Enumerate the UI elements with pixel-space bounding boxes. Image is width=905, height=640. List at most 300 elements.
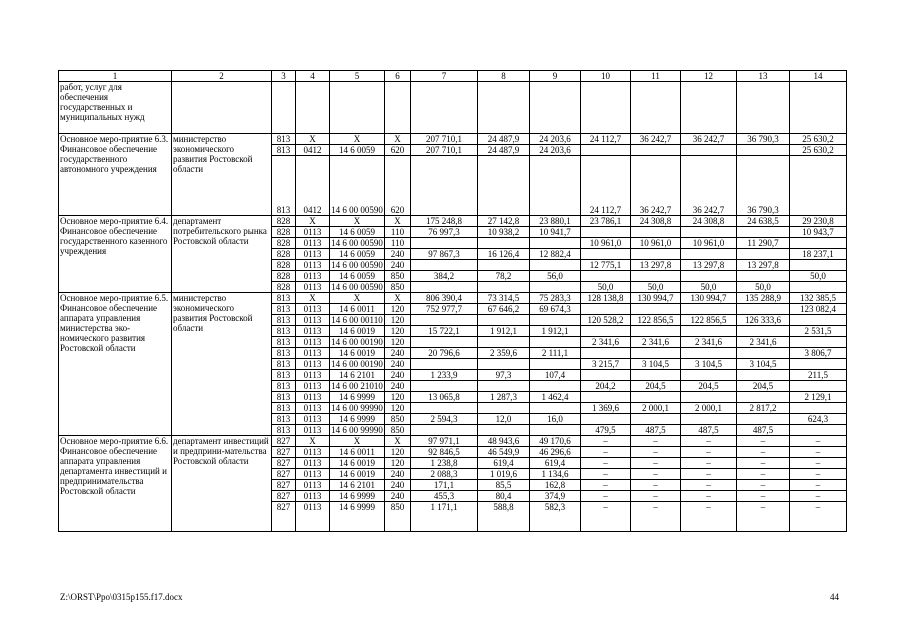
empty-cell (530, 82, 581, 134)
amount-cell (411, 282, 478, 293)
gov-code-cell: 813 (272, 359, 296, 370)
target-article-cell: 14 6 0059 (330, 145, 385, 156)
amount-cell: 36 242,7 (631, 134, 681, 145)
expense-type-cell: 120 (385, 447, 411, 458)
amount-cell (681, 326, 737, 337)
gov-code-cell: 813 (272, 403, 296, 414)
column-header: 5 (330, 71, 385, 82)
amount-cell: 162,8 (530, 480, 581, 491)
amount-cell: 12 882,4 (530, 249, 581, 260)
amount-cell (631, 392, 681, 403)
table-row (59, 293, 847, 304)
amount-cell (411, 359, 478, 370)
amount-cell: 2 129,1 (790, 392, 847, 403)
table-row (59, 436, 847, 447)
gov-code-cell: 813 (272, 370, 296, 381)
amount-cell: 2 341,6 (681, 337, 737, 348)
amount-cell: 50,0 (681, 282, 737, 293)
expense-type-cell: X (385, 216, 411, 227)
amount-cell: – (581, 469, 631, 480)
continuation-row (59, 82, 847, 134)
amount-cell: – (681, 480, 737, 491)
empty-cell (737, 82, 790, 134)
empty-cell (581, 82, 631, 134)
amount-cell: 1 019,6 (478, 469, 530, 480)
amount-cell: 23 880,1 (530, 216, 581, 227)
amount-cell (411, 337, 478, 348)
amount-cell: 92 846,5 (411, 447, 478, 458)
amount-cell: 36 242,7 (681, 156, 737, 216)
amount-cell: 135 288,9 (737, 293, 790, 304)
gov-code-cell: 827 (272, 458, 296, 469)
section-code-cell: 0113 (296, 238, 330, 249)
target-article-cell: 14 6 0019 (330, 326, 385, 337)
column-header: 12 (681, 71, 737, 82)
amount-cell (790, 337, 847, 348)
gov-code-cell: 828 (272, 249, 296, 260)
amount-cell: 455,3 (411, 491, 478, 502)
amount-cell: – (790, 436, 847, 447)
amount-cell (478, 282, 530, 293)
amount-cell (790, 260, 847, 271)
amount-cell: 619,4 (530, 458, 581, 469)
expense-type-cell: 620 (385, 145, 411, 156)
expense-type-cell: X (385, 436, 411, 447)
column-header: 8 (478, 71, 530, 82)
section-code-cell: 0113 (296, 469, 330, 480)
activity-name: Основное меро-приятие 6.5. Финансовое обеспечение аппарата управления министерства эко-номического развития Ростовской области (59, 293, 172, 436)
target-article-cell: 14 6 9999 (330, 491, 385, 502)
amount-cell (631, 304, 681, 315)
amount-cell: 3 104,5 (681, 359, 737, 370)
amount-cell: – (790, 447, 847, 458)
amount-cell (530, 156, 581, 216)
amount-cell: 46 549,9 (478, 447, 530, 458)
amount-cell: 132 385,5 (790, 293, 847, 304)
amount-cell (737, 249, 790, 260)
responsible-org: министерство экономического развития Ростовской области (172, 293, 272, 436)
amount-cell: 36 790,3 (737, 156, 790, 216)
expense-type-cell: 120 (385, 315, 411, 326)
gov-code-cell: 813 (272, 293, 296, 304)
target-article-cell: 14 6 00 00190 (331, 359, 383, 369)
amount-cell: 97 971,1 (411, 436, 478, 447)
amount-cell: – (631, 491, 681, 502)
section-code-cell: X (296, 216, 330, 227)
gov-code-cell: 828 (272, 282, 296, 293)
expense-type-cell: 240 (385, 249, 411, 260)
budget-table (58, 70, 847, 532)
gov-code-cell: 813 (272, 414, 296, 425)
amount-cell: 49 170,6 (530, 436, 581, 447)
amount-cell: 204,5 (737, 381, 790, 392)
amount-cell: 2 111,1 (530, 348, 581, 359)
section-code-cell: 0412 (296, 156, 330, 216)
amount-cell: 50,0 (790, 271, 847, 282)
section-code-cell: 0113 (296, 227, 330, 238)
amount-cell: 126 333,6 (737, 315, 790, 326)
amount-cell: – (737, 480, 790, 491)
amount-cell: 97,3 (478, 370, 530, 381)
amount-cell: 1 233,9 (411, 370, 478, 381)
column-header: 13 (737, 71, 790, 82)
empty-cell (478, 82, 530, 134)
amount-cell: – (631, 436, 681, 447)
section-code-cell: 0113 (296, 326, 330, 337)
expense-type-cell: 850 (385, 282, 411, 293)
amount-cell: – (737, 436, 790, 447)
amount-cell: – (631, 469, 681, 480)
amount-cell: 36 242,7 (681, 134, 737, 145)
amount-cell: 2 088,3 (411, 469, 478, 480)
amount-cell: – (631, 502, 681, 532)
empty-cell (790, 82, 847, 134)
expense-type-cell: 240 (385, 260, 411, 271)
amount-cell (478, 238, 530, 249)
target-article-cell: 14 6 2101 (330, 370, 385, 381)
amount-cell: 85,5 (478, 480, 530, 491)
target-article-cell: 14 6 0059 (330, 249, 385, 260)
amount-cell: 24 487,9 (478, 145, 530, 156)
amount-cell: 12 775,1 (581, 260, 631, 271)
amount-cell (737, 304, 790, 315)
target-article-cell: 14 6 9999 (330, 502, 385, 532)
gov-code-cell: 827 (272, 447, 296, 458)
target-article-cell: 14 6 0019 (330, 458, 385, 469)
responsible-org: департамент инвестиций и предприни-мательства Ростовской области (172, 436, 272, 532)
amount-cell (581, 145, 631, 156)
column-header: 2 (172, 71, 272, 82)
column-header: 9 (530, 71, 581, 82)
empty-cell (385, 82, 411, 134)
expense-type-cell: 110 (385, 238, 411, 249)
amount-cell: – (790, 480, 847, 491)
amount-cell: 204,5 (631, 381, 681, 392)
amount-cell (530, 315, 581, 326)
amount-cell: – (581, 436, 631, 447)
section-code-cell: 0113 (296, 359, 330, 370)
amount-cell: 1 369,6 (581, 403, 631, 414)
amount-cell: 24 487,9 (478, 134, 530, 145)
amount-cell: – (737, 491, 790, 502)
amount-cell: 3 215,7 (581, 359, 631, 370)
continuation-text: работ, услуг для обеспечения государственных и муниципальных нужд (59, 82, 172, 134)
section-code-cell: 0113 (296, 271, 330, 282)
amount-cell: 13 297,8 (737, 260, 790, 271)
target-article-cell: X (330, 134, 385, 145)
amount-cell: 128 138,8 (581, 293, 631, 304)
amount-cell (681, 414, 737, 425)
amount-cell (631, 249, 681, 260)
gov-code-cell: 828 (272, 271, 296, 282)
amount-cell: 10 961,0 (681, 238, 737, 249)
target-article-cell: 14 6 00 99990 (331, 403, 383, 413)
section-code-cell: 0113 (296, 491, 330, 502)
amount-cell: 56,0 (530, 271, 581, 282)
amount-cell: – (581, 458, 631, 469)
amount-cell: 487,5 (681, 425, 737, 436)
amount-cell: 80,4 (478, 491, 530, 502)
gov-code-cell: 813 (272, 156, 296, 216)
section-code-cell: 0113 (296, 260, 330, 271)
amount-cell (478, 156, 530, 216)
section-code-cell: 0113 (296, 414, 330, 425)
expense-type-cell: X (385, 134, 411, 145)
section-code-cell: X (296, 436, 330, 447)
amount-cell: 27 142,8 (478, 216, 530, 227)
gov-code-cell: 813 (272, 381, 296, 392)
amount-cell (737, 145, 790, 156)
amount-cell (581, 392, 631, 403)
section-code-cell: 0113 (296, 447, 330, 458)
target-article-cell: X (330, 293, 385, 304)
amount-cell: 1 171,1 (411, 502, 478, 532)
amount-cell: 2 594,3 (411, 414, 478, 425)
amount-cell (790, 282, 847, 293)
empty-cell (411, 82, 478, 134)
amount-cell: 24 308,8 (681, 216, 737, 227)
amount-cell: – (790, 502, 847, 532)
amount-cell: 10 941,7 (530, 227, 581, 238)
amount-cell: 752 977,7 (411, 304, 478, 315)
amount-cell (478, 425, 530, 436)
expense-type-cell: 120 (385, 326, 411, 337)
column-header: 1 (59, 71, 172, 82)
amount-cell: 120 528,2 (581, 315, 631, 326)
amount-cell: 130 994,7 (631, 293, 681, 304)
amount-cell (737, 348, 790, 359)
amount-cell (681, 249, 737, 260)
amount-cell: – (631, 480, 681, 491)
amount-cell: 582,3 (530, 502, 581, 532)
section-code-cell: 0113 (296, 458, 330, 469)
target-article-cell: 14 6 00 00190 (331, 337, 383, 347)
section-code-cell: 0113 (296, 337, 330, 348)
amount-cell: – (631, 447, 681, 458)
amount-cell: – (681, 491, 737, 502)
expense-type-cell: 240 (385, 359, 411, 370)
amount-cell: 1 134,6 (530, 469, 581, 480)
gov-code-cell: 813 (272, 337, 296, 348)
amount-cell: 78,2 (478, 271, 530, 282)
gov-code-cell: 828 (272, 260, 296, 271)
amount-cell: 10 938,2 (478, 227, 530, 238)
amount-cell (411, 381, 478, 392)
gov-code-cell: 827 (272, 436, 296, 447)
expense-type-cell: 120 (385, 458, 411, 469)
amount-cell: 624,3 (790, 414, 847, 425)
expense-type-cell: 240 (385, 370, 411, 381)
amount-cell (478, 381, 530, 392)
amount-cell: – (737, 502, 790, 532)
amount-cell: – (737, 458, 790, 469)
amount-cell: 204,2 (581, 381, 631, 392)
responsible-org: департамент потребительского рынка Ростовской области (172, 216, 272, 293)
amount-cell: 1 287,3 (478, 392, 530, 403)
target-article-cell: 14 6 0059 (330, 271, 385, 282)
amount-cell: 20 796,6 (411, 348, 478, 359)
amount-cell: 15 722,1 (411, 326, 478, 337)
section-code-cell: 0113 (296, 392, 330, 403)
amount-cell: 123 082,4 (790, 304, 847, 315)
amount-cell (790, 425, 847, 436)
amount-cell (790, 381, 847, 392)
expense-type-cell: 850 (385, 271, 411, 282)
footer-page-number: 44 (830, 592, 839, 602)
expense-type-cell: 850 (385, 425, 411, 436)
section-code-cell: 0113 (296, 348, 330, 359)
amount-cell: 29 230,8 (790, 216, 847, 227)
amount-cell: 23 786,1 (581, 216, 631, 227)
expense-type-cell: X (385, 293, 411, 304)
amount-cell (581, 249, 631, 260)
amount-cell: 2 531,5 (790, 326, 847, 337)
amount-cell (411, 315, 478, 326)
gov-code-cell: 813 (272, 134, 296, 145)
target-article-cell: 14 6 9999 (330, 414, 385, 425)
amount-cell: 107,4 (530, 370, 581, 381)
amount-cell (681, 392, 737, 403)
section-code-cell: 0113 (296, 282, 330, 293)
amount-cell: 806 390,4 (411, 293, 478, 304)
amount-cell: 36 242,7 (631, 156, 681, 216)
target-article-cell: 14 6 0011 (330, 447, 385, 458)
target-article-cell: 14 6 0011 (330, 304, 385, 315)
amount-cell: 1 238,8 (411, 458, 478, 469)
empty-cell (681, 82, 737, 134)
amount-cell: 24 638,5 (737, 216, 790, 227)
amount-cell: 171,1 (411, 480, 478, 491)
amount-cell: – (681, 447, 737, 458)
amount-cell: 67 646,2 (478, 304, 530, 315)
amount-cell: 2 341,6 (581, 337, 631, 348)
amount-cell: 374,9 (530, 491, 581, 502)
amount-cell: 24 112,7 (581, 156, 631, 216)
amount-cell: 479,5 (581, 425, 631, 436)
amount-cell: – (790, 469, 847, 480)
amount-cell (631, 414, 681, 425)
gov-code-cell: 828 (272, 227, 296, 238)
amount-cell: – (581, 491, 631, 502)
amount-cell: – (681, 502, 737, 532)
table-row (59, 134, 847, 145)
expense-type-cell: 620 (385, 156, 411, 216)
amount-cell: – (790, 458, 847, 469)
empty-cell (296, 82, 330, 134)
amount-cell (737, 370, 790, 381)
amount-cell: 13 297,8 (631, 260, 681, 271)
amount-cell: 24 203,6 (530, 134, 581, 145)
amount-cell: 36 790,3 (737, 134, 790, 145)
target-article-cell: 14 6 2101 (330, 480, 385, 491)
amount-cell: 2 000,1 (631, 403, 681, 414)
amount-cell: 2 341,6 (737, 337, 790, 348)
amount-cell: 1 912,1 (530, 326, 581, 337)
target-article-cell: 14 6 00 00590 (331, 282, 383, 292)
column-header: 10 (581, 71, 631, 82)
amount-cell: – (737, 469, 790, 480)
amount-cell (681, 348, 737, 359)
gov-code-cell: 827 (272, 502, 296, 532)
amount-cell (737, 227, 790, 238)
amount-cell (790, 403, 847, 414)
amount-cell: 1 912,1 (478, 326, 530, 337)
gov-code-cell: 813 (272, 425, 296, 436)
expense-type-cell: 240 (385, 469, 411, 480)
amount-cell (681, 304, 737, 315)
target-article-cell: 14 6 0019 (330, 348, 385, 359)
section-code-cell: X (296, 134, 330, 145)
amount-cell: 50,0 (737, 282, 790, 293)
amount-cell: 25 630,2 (790, 134, 847, 145)
amount-cell: – (790, 491, 847, 502)
amount-cell (681, 145, 737, 156)
amount-cell (478, 315, 530, 326)
section-code-cell: X (296, 293, 330, 304)
section-code-cell: 0113 (296, 502, 330, 532)
target-article-cell: 14 6 00 21010 (331, 381, 383, 391)
amount-cell: 384,2 (411, 271, 478, 282)
section-code-cell: 0113 (296, 403, 330, 414)
amount-cell: – (681, 458, 737, 469)
expense-type-cell: 240 (385, 480, 411, 491)
expense-type-cell: 120 (385, 337, 411, 348)
amount-cell (530, 425, 581, 436)
gov-code-cell: 828 (272, 238, 296, 249)
amount-cell: – (681, 469, 737, 480)
amount-cell: 73 314,5 (478, 293, 530, 304)
target-article-cell: 14 6 0019 (330, 469, 385, 480)
amount-cell: 122 856,5 (681, 315, 737, 326)
gov-code-cell: 813 (272, 145, 296, 156)
amount-cell: 588,8 (478, 502, 530, 532)
amount-cell: 122 856,5 (631, 315, 681, 326)
empty-cell (631, 82, 681, 134)
target-article-cell: X (330, 436, 385, 447)
amount-cell (411, 156, 478, 216)
amount-cell: 3 806,7 (790, 348, 847, 359)
amount-cell: 46 296,6 (530, 447, 581, 458)
activity-name: Основное меро-приятие 6.4. Финансовое обеспечение государственного казенного учреждения (59, 216, 172, 293)
amount-cell: 2 000,1 (681, 403, 737, 414)
amount-cell: – (737, 447, 790, 458)
amount-cell: 16,0 (530, 414, 581, 425)
amount-cell (478, 403, 530, 414)
amount-cell (790, 359, 847, 370)
amount-cell (631, 145, 681, 156)
amount-cell: 18 237,1 (790, 249, 847, 260)
amount-cell (581, 414, 631, 425)
amount-cell: 48 943,6 (478, 436, 530, 447)
amount-cell (581, 326, 631, 337)
expense-type-cell: 850 (385, 502, 411, 532)
section-code-cell: 0113 (296, 370, 330, 381)
amount-cell: 24 203,6 (530, 145, 581, 156)
target-article-cell: 14 6 00 00590 (331, 238, 383, 248)
amount-cell (737, 414, 790, 425)
amount-cell (530, 359, 581, 370)
amount-cell (581, 227, 631, 238)
gov-code-cell: 813 (272, 304, 296, 315)
target-article-cell: 14 6 00 00590 (330, 156, 385, 216)
gov-code-cell: 827 (272, 469, 296, 480)
amount-cell (530, 337, 581, 348)
section-code-cell: 0412 (296, 145, 330, 156)
gov-code-cell: 813 (272, 392, 296, 403)
amount-cell: 25 630,2 (790, 145, 847, 156)
amount-cell: 204,5 (681, 381, 737, 392)
amount-cell (581, 370, 631, 381)
